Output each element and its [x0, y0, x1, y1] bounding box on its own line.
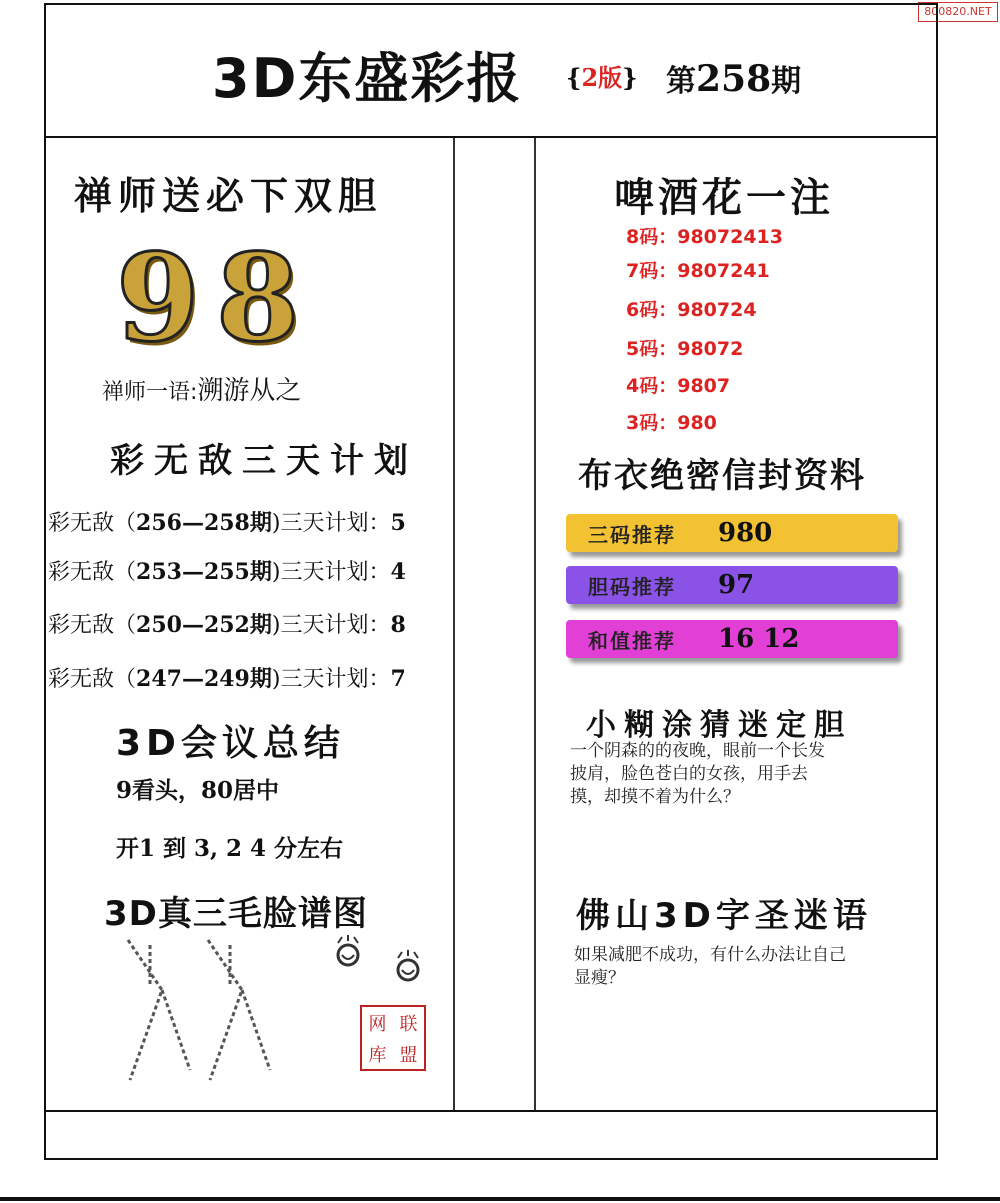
meeting-line-1: 9看头，80居中	[116, 777, 280, 804]
beer-code-line: 6码：980724	[626, 299, 757, 321]
meeting-section-title: 3D会议总结	[116, 723, 345, 764]
riddle1-title: 小糊涂猜迷定胆	[586, 708, 852, 743]
beer-code-line: 4码：9807	[626, 375, 731, 397]
site-watermark: 800820.NET	[918, 2, 998, 22]
zen-saying: 禅师一语:溯游从之	[102, 376, 302, 406]
face-chart-graphic	[110, 930, 310, 1090]
column-divider-right	[534, 138, 536, 1110]
recommend-bar-sum-value: 和值推荐 16 12	[566, 620, 898, 658]
plan-line: 彩无敌（256—258期)三天计划：5	[48, 510, 406, 536]
plan-line: 彩无敌（250—252期)三天计划：8	[48, 612, 406, 638]
column-divider-left	[453, 138, 455, 1110]
face-icon	[332, 935, 364, 969]
beer-code-line: 3码：980	[626, 412, 717, 434]
page-title: 3D东盛彩报	[212, 47, 523, 110]
plan-section-title: 彩无敌三天计划	[110, 441, 418, 481]
riddle2-text: 如果减肥不成功，有什么办法让自己 显瘦？	[574, 945, 846, 988]
bottom-rule	[0, 1197, 1000, 1201]
zen-digit-2: 8	[216, 228, 300, 369]
face-chart-title: 3D真三毛脸谱图	[104, 894, 368, 934]
beer-code-line: 5码：98072	[626, 338, 744, 360]
recommend-bar-dan-code: 胆码推荐 97	[566, 566, 898, 604]
riddle1-text: 一个阴森的的夜晚，眼前一个长发 披肩，脸色苍白的女孩，用手去 摸，却摸不着为什么？	[570, 741, 825, 807]
footer-divider	[44, 1110, 936, 1112]
meeting-line-2: 开1 到 3, 2 4 分左右	[116, 835, 344, 862]
beer-section-title: 啤酒花一注	[614, 175, 834, 221]
beer-code-line: 8码：98072413	[626, 226, 783, 248]
plan-line: 彩无敌（253—255期)三天计划：4	[48, 559, 406, 585]
zen-section-title: 禅师送必下双胆	[74, 174, 383, 218]
issue-number: 第258期	[666, 58, 802, 100]
header-divider	[44, 136, 936, 138]
recommend-bar-three-code: 三码推荐 980	[566, 514, 898, 552]
zen-digit-1: 9	[116, 228, 200, 369]
edition-badge: {2版}	[566, 63, 638, 92]
cloth-section-title: 布衣绝密信封资料	[578, 456, 866, 496]
riddle2-title: 佛山3D字圣迷语	[576, 896, 872, 936]
face-icon	[392, 950, 424, 984]
seal-stamp: 网 联 库 盟	[360, 1005, 426, 1071]
plan-line: 彩无敌（247—249期)三天计划：7	[48, 666, 406, 692]
beer-code-line: 7码：9807241	[626, 260, 770, 282]
